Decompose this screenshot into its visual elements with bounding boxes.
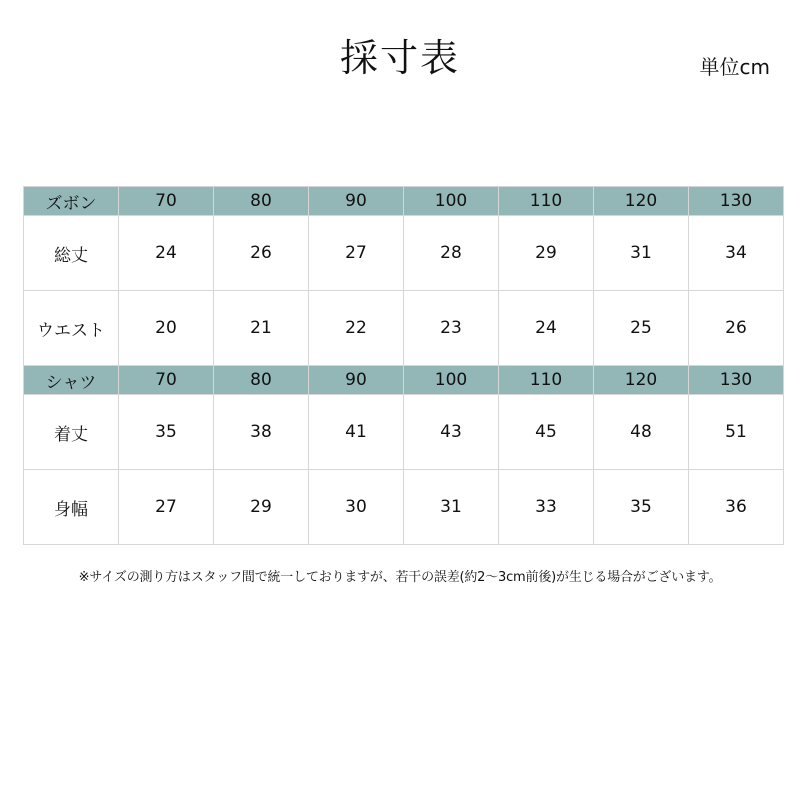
unit-label: 単位cm: [699, 55, 770, 79]
table-cell: 23: [404, 291, 499, 366]
size-header-cell: 130: [689, 366, 784, 395]
size-header-cell: 80: [214, 187, 309, 216]
table-cell: 27: [119, 470, 214, 545]
table-cell: 33: [499, 470, 594, 545]
table-row: [24, 291, 784, 366]
table-cell: 51: [689, 395, 784, 470]
table-cell: 38: [214, 395, 309, 470]
size-header-cell: 90: [309, 187, 404, 216]
size-header-cell: 70: [119, 187, 214, 216]
table-cell: 20: [119, 291, 214, 366]
size-header-cell: 70: [119, 366, 214, 395]
shirts-header-row: [24, 366, 784, 395]
size-header-cell: 100: [404, 366, 499, 395]
table-cell: 26: [689, 291, 784, 366]
table-cell: 35: [594, 470, 689, 545]
table-cell: 24: [499, 291, 594, 366]
pants-header-row: [24, 187, 784, 216]
table-cell: 35: [119, 395, 214, 470]
table-cell: 26: [214, 216, 309, 291]
table-cell: 29: [499, 216, 594, 291]
size-header-cell: 90: [309, 366, 404, 395]
table-cell: 43: [404, 395, 499, 470]
table-cell: 22: [309, 291, 404, 366]
pants-header-label: ズボン: [24, 187, 119, 216]
size-header-cell: 80: [214, 366, 309, 395]
shirts-header-label: シャツ: [24, 366, 119, 395]
size-table: [23, 186, 784, 545]
table-row: [24, 395, 784, 470]
page-title: 採寸表: [339, 36, 460, 80]
size-header-cell: 120: [594, 187, 689, 216]
table-row: [24, 470, 784, 545]
row-label: 身幅: [24, 470, 119, 545]
table-cell: 31: [404, 470, 499, 545]
row-label: ウエスト: [24, 291, 119, 366]
row-label: 総丈: [24, 216, 119, 291]
size-header-cell: 120: [594, 366, 689, 395]
table-cell: 27: [309, 216, 404, 291]
size-header-cell: 110: [499, 366, 594, 395]
table-cell: 48: [594, 395, 689, 470]
table-cell: 30: [309, 470, 404, 545]
size-header-cell: 110: [499, 187, 594, 216]
size-header-cell: 130: [689, 187, 784, 216]
table-cell: 36: [689, 470, 784, 545]
table-cell: 31: [594, 216, 689, 291]
table-cell: 21: [214, 291, 309, 366]
table-cell: 25: [594, 291, 689, 366]
measurement-note: ※サイズの測り方はスタッフ間で統一しておりますが、若干の誤差(約2～3cm前後)が生じる場合がございます。: [78, 570, 722, 585]
table-cell: 24: [119, 216, 214, 291]
row-label: 着丈: [24, 395, 119, 470]
size-header-cell: 100: [404, 187, 499, 216]
table-cell: 28: [404, 216, 499, 291]
table-cell: 45: [499, 395, 594, 470]
table-cell: 29: [214, 470, 309, 545]
table-cell: 41: [309, 395, 404, 470]
table-cell: 34: [689, 216, 784, 291]
table-row: [24, 216, 784, 291]
